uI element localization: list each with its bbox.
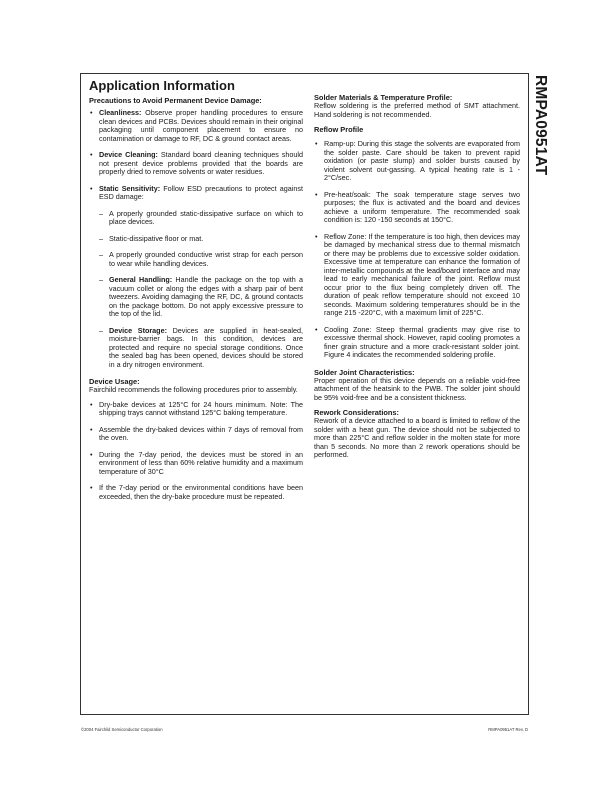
precautions-title: Precautions to Avoid Permanent Device Damage: bbox=[89, 96, 262, 105]
list-item: • Dry-bake devices at 125°C for 24 hours minimum. Note: The shipping trays cannot withstand 125°C baking temperature. bbox=[89, 401, 303, 418]
reflow-title: Reflow Profile bbox=[314, 125, 364, 134]
usage-intro: Fairchild recommends the following procedures prior to assembly. bbox=[89, 385, 298, 394]
list-item: – General Handling: Handle the package on the top with a vacuum collet or along the edges with a sharp pair of bent tweezers. Avoiding damaging the RF, DC, & ground contacts on the package bottom. Do not apply excessive pressure to the top of the lid. bbox=[89, 276, 303, 319]
list-item: • Cleanliness: Observe proper handling procedures to ensure clean devices and PCBs. Devices should remain in their original packaging until component placement to ensure no contamination or damage to RF, DC & ground contact areas. bbox=[89, 109, 303, 143]
list-item: • Static Sensitivity: Follow ESD precautions to protect against ESD damage: bbox=[89, 185, 303, 202]
page-heading: Application Information bbox=[89, 78, 235, 93]
joint-title: Solder Joint Characteristics: bbox=[314, 367, 415, 377]
list-item: – Device Storage: Devices are supplied in heat-sealed, moisture-barrier bags. In this condition, devices are protected and require no special storage conditions. Once the sealed bag has been opened, devices should be stored in a dry nitrogen environment. bbox=[89, 327, 303, 370]
list-item: – Static-dissipative floor or mat. bbox=[89, 235, 303, 244]
footer-copyright: ©2004 Fairchild Semiconductor Corporation bbox=[81, 727, 163, 732]
list-item: • Device Cleaning: Standard board cleaning techniques should not present device problems provided that the boards are properly dried to remove solvents or water residues. bbox=[89, 151, 303, 177]
list-item: • Reflow Zone: If the temperature is too high, then devices may be damaged by mechanical stress due to thermal mismatch or there may be problems due to excessive solder oxidation. Excessive time at temperature can enhance the formation of inter-metallic compounds at the lead/board interface and may lead to early mechanical failure of the joint. Reflow must occur prior to the flux being completely driven off. The duration of peak reflow temperature should not exceed 10 seconds. Maximum soldering temperatures should be in the range 215 -220°C, with a maximum limit of 225°C. bbox=[314, 233, 520, 318]
usage-title: Device Usage: bbox=[89, 377, 140, 386]
list-item: – A properly grounded conductive wrist strap for each person to wear while handling devices. bbox=[89, 251, 303, 268]
reflow-list bbox=[314, 140, 520, 360]
joint-text: Proper operation of this device depends on a reliable void-free attachment of the heatsink to the PWB. The solder joint should be 95% void-free and be a consistent thickness. bbox=[314, 375, 520, 402]
list-item: • Ramp-up: During this stage the solvents are evaporated from the solder paste. Care should be taken to prevent rapid oxidation (or paste slump) and solder bursts caused by violent solvent out-gassing. A typical heating rate is 1 - 2°C/sec. bbox=[314, 140, 520, 183]
rework-text: Rework of a device attached to a board is limited to reflow of the solder with a heat gun. The device should not be subjected to more than 225°C and reflow solder in the molten state for more than 5 seconds. No more than 2 rework operations should be performed. bbox=[314, 416, 520, 459]
precautions-list bbox=[89, 109, 303, 369]
list-item: • During the 7-day period, the devices must be stored in an environment of less than 60% relative humidity and a maximum temperature of 30°C bbox=[89, 451, 303, 477]
list-item: • Pre-heat/soak: The soak temperature stage serves two purposes; the flux is activated and the board and devices achieve a uniform temperature. The recommended soak condition is: 120 -150 seconds at 150°C. bbox=[314, 191, 520, 225]
side-title bbox=[533, 75, 549, 315]
solder-title: Solder Materials & Temperature Profile: bbox=[314, 93, 453, 102]
list-item: – A properly grounded static-dissipative surface on which to place devices. bbox=[89, 210, 303, 227]
usage-list bbox=[89, 401, 303, 502]
list-item: • Assemble the dry-baked devices within 7 days of removal from the oven. bbox=[89, 426, 303, 443]
list-item: • If the 7-day period or the environmental conditions have been exceeded, then the dry-bake procedure must be repeated. bbox=[89, 484, 303, 501]
rework-title: Rework Considerations: bbox=[314, 408, 400, 417]
footer-revision: RMPA0951AT Rev. D bbox=[488, 727, 528, 732]
solder-text: Reflow soldering is the preferred method of SMT attachment. Hand soldering is not recommended. bbox=[314, 101, 520, 119]
right-column bbox=[314, 93, 520, 466]
part-number: RMPA0951AT bbox=[532, 75, 549, 176]
left-column bbox=[89, 78, 303, 509]
list-item: • Cooling Zone: Steep thermal gradients may give rise to excessive thermal shock. However, rapid cooling promotes a finer grain structure and a more crack-resistant solder joint. Figure 4 indicates the recommended soldering profile. bbox=[314, 326, 520, 360]
